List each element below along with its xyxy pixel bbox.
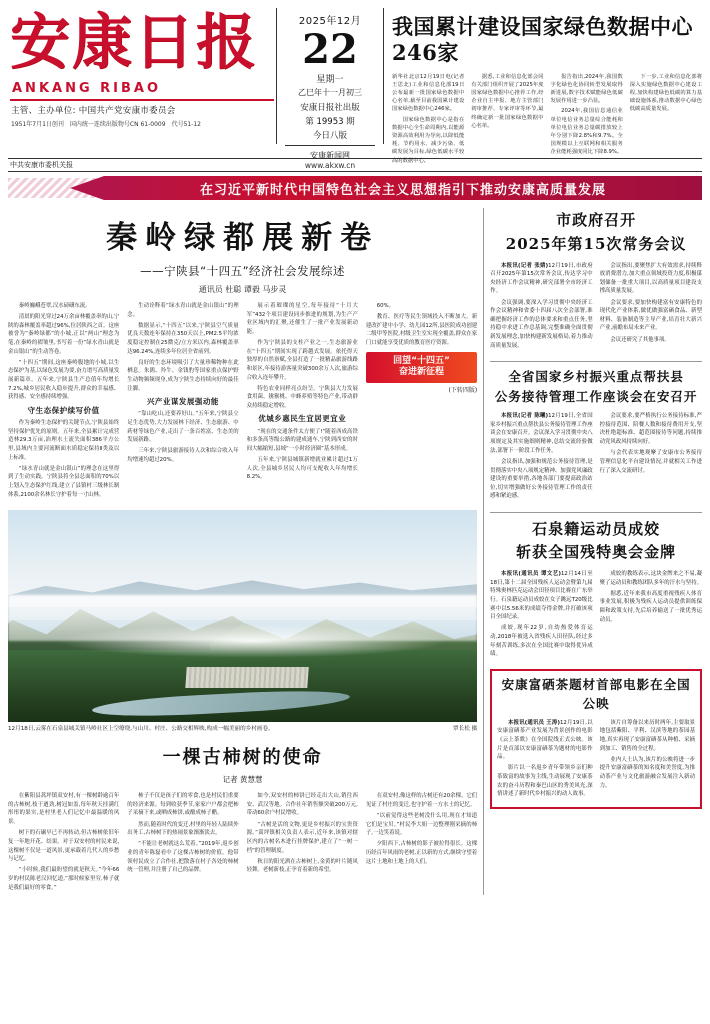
story2-column-3 xyxy=(247,792,358,895)
dateline: 本报讯(记者 张婧) xyxy=(500,262,549,269)
section-subhead: 优城乡惠民生宜居更宜业 xyxy=(258,414,347,424)
dateline: 本报讯(通讯员 谭文艺) xyxy=(500,571,561,578)
right-story-1-body xyxy=(490,262,702,353)
right-divider-2 xyxy=(490,512,702,513)
story2-column-4 xyxy=(366,792,477,895)
theme-banner-wrap xyxy=(8,176,702,202)
photo-mist xyxy=(55,624,449,658)
photo-caption xyxy=(8,725,477,733)
r2-column-1 xyxy=(490,412,592,503)
story-column-4 xyxy=(366,302,477,502)
paragraph: 教育、医疗等民生领域投入不断加大。新建改扩建中小学、幼儿园12所,县医院成功创建二级甲等医院,村级卫生室实现全覆盖,群众在家门口就能享受优质的教育医疗资源。 xyxy=(365,314,478,347)
paragraph xyxy=(490,412,592,455)
main-story-body xyxy=(8,302,477,502)
lead-column-2 xyxy=(471,73,543,167)
publisher: 安康日报社出版 xyxy=(300,103,360,113)
date-ymd: 2025年12月 xyxy=(298,16,362,27)
right-story-2-body xyxy=(490,412,702,503)
paragraph: 展示着璀璨的星空,每年接待“十月大军”432个项目建设同步推进的规划,为生产产业区域内的汇聚,还催生了一批产业发展新动能。 xyxy=(246,303,358,335)
right-story-4 xyxy=(490,669,702,809)
paragraph: 清晨的阳光穿过24万余亩林覆盖率的山,宁陕的森林覆盖率超过96%,位居陕西之首。这座被誉为“秦岭绿都”的小城,正以“两山”理念为笔,在秦岭的褶皱里,书写着一份“绿水青山就是金山银山”的生动答卷。 xyxy=(8,314,120,355)
page-content xyxy=(8,208,702,895)
right-story-4-headline: 安康富硒茶题材首部电影在全国公映 xyxy=(501,677,691,711)
theme-banner: 在习近平新时代中国特色社会主义思想指引下推动安康高质量发展 xyxy=(104,176,702,200)
paragraph-text: 12月19日,以安康富硒茶产业发展为背景创作的电影《云上茶歌》在全国院线正式公映。该片是首部以安康富硒茶为题材的电影作品。 xyxy=(497,719,593,761)
landscape-photo xyxy=(8,510,477,722)
right-story-2-headline-2: 公务接待管理工作座谈会在安召开 xyxy=(494,389,698,405)
photo-credit: 覃长松 摄 xyxy=(453,725,478,732)
paragraph: 新华社北京12月19日电(记者王思北)工业和信息化部19日公布最新一批国家绿色数据中心名单,截至目前我国累计建设国家绿色数据中心246家。 xyxy=(392,73,465,113)
right-story-1-headline-1: 市政府召开 xyxy=(556,211,637,229)
main-headline: 秦岭绿都展新卷 xyxy=(106,220,380,256)
photo-village xyxy=(186,667,309,688)
paragraph: 数据显示,“十四五”以来,宁陕县空气质量优良天数连年保持在350天以上,PM2.5平均浓度稳定控制在25微克/立方米以内,森林覆盖率达96.24%,连续多年位居全省前列。 xyxy=(127,322,239,355)
paragraph xyxy=(490,262,592,297)
section-subhead: 兴产业谋发展强动能 xyxy=(146,396,219,406)
paragraph: 作为宁陕县的支柱产业之一,生态旅游业在“十四五”期间实现了跨越式发展。依托得天独厚的自然禀赋,全县打造了一批精品旅游线路和景区,年接待游客量突破300余万人次,旅游综合收入连年攀升。 xyxy=(246,340,358,381)
paragraph: 会议指出,要聚焦扩大有效需求,持续释放消费潜力,加大重点领域投资力度,积极谋划储备一批重大项目,以高质量项目建设支撑高质量发展。 xyxy=(599,262,703,295)
paragraph: “不能让老树就这么荒着。”2019年,返乡创业的青年陈磊看中了这棵古柿树的价值。他带领村民成立了合作社,把散落在村子各处的柿树统一管理,并注册了自己的品牌。 xyxy=(127,841,239,874)
paragraph: 2024年,我国信息通信业单位电信业务总量综合能耗和单位电信业务总量碳排放较上年分别下降2.8%和9.7%。全国规模以上互联网和相关服务企业能耗强度同比下降8.9%。 xyxy=(550,108,623,156)
paper-logo xyxy=(8,6,276,128)
paragraph: 该片自筹备以来历时两年,主要取景地包括紫阳、平利、汉滨等地的茶园基地,真实再现了安康富硒茶从种植、采摘到加工、销售的全过程。 xyxy=(599,719,696,752)
paragraph-text: 12月19日,市政府召开2025年第15次常务会议,传达学习中央经济工作会议精神,研究部署全市经济工作。 xyxy=(490,262,593,295)
dateline: 本报讯(通讯员 王涛) xyxy=(507,719,560,726)
right-column xyxy=(483,208,702,895)
badge-line-2: 奋进新征程 xyxy=(399,367,445,378)
paragraph: 下一步,工业和信息化部将深入实施绿色数据中心建设工程,加快构建绿色低碳的算力基础设施体系,推动数据中心绿色低碳高质量发展。 xyxy=(629,73,702,113)
campaign-badge xyxy=(366,352,477,383)
right-divider-1 xyxy=(490,361,702,362)
paragraph: “现在的交通条件太方便了!”随着西成高铁和多条高等级公路的建成通车,宁陕到西安的时间大幅缩短,县域“一小时经济圈”基本形成。 xyxy=(246,428,358,452)
second-story-byline: 记者 黄慧慧 xyxy=(222,775,263,785)
page-count: 今日八版 xyxy=(312,131,347,141)
right-story-3-headline-1: 石泉籍运动员成姣 xyxy=(532,519,661,538)
main-story-head xyxy=(8,212,477,279)
paragraph xyxy=(490,570,592,622)
paragraph: 会议指出,加强和规范公务接待管理,是贯彻落实中央八项规定精神、加强党风廉政建设的重要举措,各地各部门要提高政治站位,切实增强做好公务接待管理工作的责任感和紧迫感。 xyxy=(490,458,593,500)
paragraph: 报告指出,2024年,我国数字化绿色化协同转型发展取得新进展,数字技术赋能绿色低碳发展作用进一步凸显。 xyxy=(550,73,623,105)
section-subhead: 守生态保护续写价值 xyxy=(27,405,100,415)
paragraph: 夕阳西下,古柿树的影子被拉得很长。这棵历经百年风雨的老树,正以新的方式,继续守望着这片土地和土地上的人们。 xyxy=(365,841,478,865)
paragraph: 成姣,现年22岁,自幼热爱体育运动,2018年被选入省残疾人田径队,经过多年刻苦训练,多次在全国比赛中取得优异成绩。 xyxy=(490,625,593,658)
paragraph: 会议强调,要深入学习贯彻中央经济工作会议精神和省委十四届八次全会部署,准确把握经济工作的总体要求和重点任务,坚持稳中求进工作总基调,完整准确全面贯彻新发展理念,加快构建新发展格局,着力推动高质量发展。 xyxy=(490,299,593,349)
lead-article xyxy=(384,6,702,167)
paragraph-text: 12月19日,全省国家乡村振兴重点帮扶县公务接待管理工作座谈会在安康召开。会议深入学习贯彻中央八项规定及其实施细则精神,总结交流经验做法,部署下一阶段工作任务。 xyxy=(490,413,593,454)
paragraph: 树下的石碾早已不再转动,但古柿树依旧年复一年地开花、结果。对于双安村的村民来说,这棵树不仅是一道风景,更承载着几代人的乡愁与记忆。 xyxy=(8,830,120,863)
paper-sponsor: 主管、主办单位: 中国共产党安康市委员会 xyxy=(11,106,176,116)
paper-license xyxy=(11,119,276,128)
right-story-2 xyxy=(490,368,702,504)
date-divider xyxy=(285,145,375,146)
paper-pinyin: ANKANG RIBAO xyxy=(12,81,162,96)
lead-headline: 我国累计建设国家绿色数据中心246家 xyxy=(392,14,693,66)
continuation-note: (下转四版) xyxy=(448,387,478,395)
right-story-4-body xyxy=(497,719,695,802)
right-story-3-headline-2: 斩获全国残特奥会金牌 xyxy=(516,543,677,562)
paragraph: 影片以一名返乡青年带领乡亲们种茶致富的故事为主线,生动展现了安康茶农的奋斗历程和秦巴山区的秀美风光,深情讲述了新时代乡村振兴的动人故事。 xyxy=(497,765,593,798)
paragraph: “靠山吃山,还要养好山。”五年来,宁陕县立足生态优势,大力发展林下经济、生态旅游、中药材等绿色产业,走出了一条百姓富、生态美的发展新路。 xyxy=(127,411,239,444)
story2-column-2 xyxy=(127,792,238,895)
party-organ-bar: 中共安康市委机关报 xyxy=(8,158,702,172)
right-story-1-headline-2: 2025年第15次常务会议 xyxy=(505,234,687,253)
date-day: 22 xyxy=(302,26,358,73)
paragraph: 柿子不仅是孩子们的零食,也是村民们重要的经济来源。每到收获季节,家家户户都会把柿子采摘下来,或晒成柿饼,或酿成柿子醋。 xyxy=(127,793,239,817)
r3-column-1 xyxy=(490,570,592,661)
lead-body xyxy=(392,73,702,167)
paragraph: 秋日的阳光洒在古柿树上,金黄的叶片随风轻舞。老树新枝,正孕育着新的希望。 xyxy=(246,858,358,874)
r4-column-2 xyxy=(600,719,695,802)
date-weekday: 星期一 xyxy=(316,75,344,85)
dateline: 本报讯(记者 陈曦) xyxy=(500,413,549,420)
lead-column-4 xyxy=(630,73,702,167)
paragraph-text: 12月14日至18日,第十二届全国残疾人运动会暨第九届特殊奥林匹克运动会田径项目比赛在广东举行。石泉籍运动员成姣在女子跳远T20级比赛中以5.56米的成绩夺得金牌,并打破该项目全国纪录。 xyxy=(490,571,593,621)
paragraph: 与会代表实地观摩了安康市公务接待管理信息化平台建设情况,并就相关工作进行了深入交流研讨。 xyxy=(599,450,703,474)
photo-block xyxy=(8,510,477,733)
paragraph: 据悉,近年来我市高度重视残疾人体育事业发展,积极为残疾人运动员提供训练保障和政策支持,先后培养输送了一批优秀运动员。 xyxy=(599,590,703,623)
paragraph xyxy=(497,719,592,762)
paragraph: 特色农业同样亮点纷呈。宁陕县大力发展食用菌、猕猴桃、中蜂养殖等特色产业,带动群众持续稳定增收。 xyxy=(246,385,358,410)
r2-column-2 xyxy=(600,412,702,503)
license-mid: 国内统一连续出版物号CN 61-0009 xyxy=(69,121,166,128)
story-column-3 xyxy=(247,302,358,502)
website-label: 安康新闻网 xyxy=(310,151,350,160)
main-byline: 通讯员 杜聪 谭毅 马步灵 xyxy=(198,285,287,294)
paragraph: 作为秦岭生态保护的关键节点,宁陕县始终坚持保护优先的原则。五年来,全县累计完成营造林29.3万亩,治理水土流失面积386平方公里,县域内主要河流断面水质稳定保持Ⅱ类及以上标准。 xyxy=(8,420,120,461)
paragraph: “十四五”期间,这座秦岭腹地的小城,以生态保护为基,以绿色发展为要,奋力谱写高质量发展新篇章。五年来,宁陕县生产总值年均增长7.2%,城乡居民收入稳步提升,群众的幸福感、获得感、安全感持续增强。 xyxy=(8,359,120,401)
caption-text: 12月18日,云雾在石泉县城关镇马岭社区上空缭绕,与山川、村庄、公路交相辉映,构成一幅美丽的乡村画卷。 xyxy=(8,725,274,732)
story-column-1 xyxy=(8,302,119,502)
paragraph: 60%。 xyxy=(376,303,395,309)
license-left: 1951年7月1日创刊 xyxy=(11,121,64,128)
paragraph: “以前觉得这些老树没什么用,现在才知道它们是宝贝。”村民李大姐一边整理刚采摘的柿子,一边笑着说。 xyxy=(365,812,478,837)
logo-divider xyxy=(10,99,274,101)
paragraph: “小时候,我们最盼望的就是秋天。”今年66岁的村民陈老汉回忆道,“那时候家里穷,柿子就是我们最好的零食。” xyxy=(8,867,120,891)
r1-column-1 xyxy=(490,262,592,353)
paragraph: 会议还研究了其他事项。 xyxy=(610,336,670,343)
right-story-2-headline-1: 全省国家乡村振兴重点帮扶县 xyxy=(508,368,684,384)
lead-column-1 xyxy=(392,73,464,167)
paragraph: “古树是活的文物,更是乡村振兴的宝贵资源。”蒿坪镇相关负责人表示,近年来,该镇对辖区内的古树名木进行挂牌保护,建立了“一树一档”的管理制度。 xyxy=(246,821,358,854)
paragraph: 在双安村,像这样的古树还有20余棵。它们见证了村庄的变迁,也守护着一方水土的记忆。 xyxy=(365,793,478,808)
date-lunar: 乙巳年十一月初三 xyxy=(298,88,362,97)
paragraph: 五年来,宁陕县城镇新增就业累计超过1万人次,全县城乡居民人均可支配收入年均增长8.2%。 xyxy=(246,457,358,481)
paragraph: 然而,随着时代的变迁,村里的年轻人陆续外出务工,古柿树下的热闹景象渐渐淡去。 xyxy=(127,821,239,837)
paragraph: 会议要求,要加快构建富有安康特色的现代化产业体系,做优做强富硒食品、新型材料、装备制造等主导产业,培育壮大新兴产业,前瞻布局未来产业。 xyxy=(599,299,703,332)
paragraph: 秦岭巍峨苍翠,汉水磅礴东流。 xyxy=(18,303,91,309)
paragraph: 成姣的教练表示,这块金牌来之不易,凝聚了运动员和教练团队多年的汗水与坚持。 xyxy=(599,571,703,586)
paper-name: 安康日报 xyxy=(10,8,258,78)
badge-line-1: 回望“十四五” xyxy=(393,355,450,366)
paragraph: 会议要求,要严格执行公务接待标准,严控接待范围、陪餐人数和接待费用开支,坚决杜绝超标准、超范围接待等问题,持续推动党风政风持续向好。 xyxy=(599,413,703,446)
date-block xyxy=(276,8,384,170)
paragraph: 业内人士认为,该片的公映将进一步提升安康富硒茶的知名度和美誉度,为推动茶产业与文化旅游融合发展注入新动力。 xyxy=(599,756,696,789)
website-url[interactable]: www.akxw.cn xyxy=(304,161,356,170)
paragraph: 如今,双安村的柿饼已经走出大山,销往西安、武汉等地。合作社年销售额突破200万元,带动60余户村民增收。 xyxy=(246,793,358,817)
lead-column-3 xyxy=(551,73,623,167)
story2-column-1 xyxy=(8,792,119,895)
paragraph: “绿水青山就是金山银山”的理念在这里得到了生动实践。宁陕县将全县总面积的70%以上划入生态保护红线,建立了县镇村三级林长制体系,2100余名林长守护着每一寸山林。 xyxy=(8,465,120,498)
main-subheadline: ——宁陕县“十四五”经济社会发展综述 xyxy=(140,264,346,278)
r4-column-1 xyxy=(497,719,592,802)
right-story-3-body xyxy=(490,570,702,661)
license-right: 代号51-12 xyxy=(171,121,201,128)
paragraph: 据悉,工业和信息化部会同有关部门组织开展了2025年度国家绿色数据中心推荐工作,经企业自主申报、地方主管部门初审推荐、专家评审等环节,最终确定新一批国家绿色数据中心名单。 xyxy=(471,73,544,129)
r1-column-2 xyxy=(600,262,702,353)
story-column-2 xyxy=(127,302,238,502)
second-story-body xyxy=(8,792,477,895)
paragraph: 良好的生态环境吸引了大量珍稀物种在此栖息。朱鹮、羚牛、金钱豹等国家重点保护野生动物频频现身,成为宁陕生态持续向好的最佳注脚。 xyxy=(127,359,239,392)
second-story-headline: 一棵古柿树的使命 xyxy=(162,747,323,769)
r3-column-2 xyxy=(600,570,702,661)
paragraph: 国家绿色数据中心是指在数据中心全生命周期内,以能源资源高效利用为导向,以降低能耗、节约用水、减少污染、低碳发展为目标,绿色低碳水平较高的数据中心。 xyxy=(392,116,465,164)
paragraph: 生动诠释着“绿水青山就是金山银山”的理念。 xyxy=(127,303,239,318)
issue-number: 第 19953 期 xyxy=(305,117,355,127)
paragraph: 三年来,宁陕县旅游接待人次和综合收入年均增速均超过20%。 xyxy=(127,448,239,464)
right-story-3 xyxy=(490,519,702,662)
left-column xyxy=(8,208,477,895)
paragraph: 在紫阳县蒿坪镇双安村,有一棵树龄逾百年的古柿树,枝干遒劲,树冠如盖,每年秋天挂满红彤彤的果实,是村里老人们记忆中最温暖的风景。 xyxy=(8,793,120,826)
right-story-1 xyxy=(490,210,702,353)
